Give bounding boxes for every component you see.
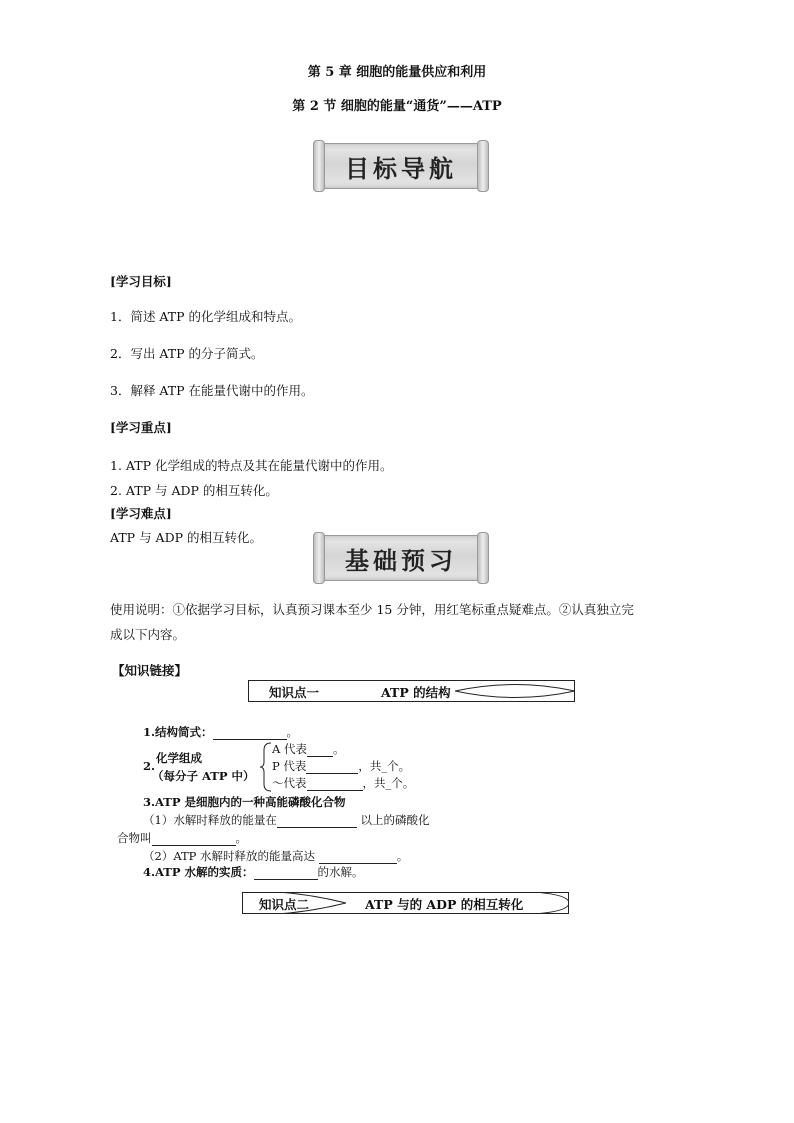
kp1-q2-a-blank[interactable] <box>307 744 333 757</box>
banner-learning-goals <box>318 143 484 189</box>
kp1-q4-prefix: 4.ATP 水解的实质： <box>143 865 254 879</box>
kp1-q2-t-prefix: ～代表 <box>272 776 307 790</box>
kp1-q3-2-prefix: （2）ATP 水解时释放的能量高达 <box>143 849 316 863</box>
kp1-q3-2 <box>143 848 408 864</box>
banner-basic-preview-text: 基础预习 <box>345 545 457 575</box>
kp1-q3-1-line2-blank[interactable] <box>152 833 236 846</box>
kp1-q4 <box>143 864 364 880</box>
kp1-q2-t <box>272 775 414 791</box>
kp1-q2-brace <box>260 742 272 792</box>
kp1-q4-suffix: 的水解。 <box>317 865 364 879</box>
difficult-point-text: ATP 与 ADP 的相互转化。 <box>110 530 262 545</box>
knowledge-point-1-box <box>248 680 575 702</box>
knowledge-point-2-arc <box>242 892 346 914</box>
kp1-q2-p <box>272 758 410 774</box>
knowledge-link-heading: 【知识链接】 <box>112 663 188 678</box>
kp1-q3-2-blank[interactable] <box>319 851 397 864</box>
kp1-q3-1-suffix: 以上的磷酸化 <box>360 813 430 827</box>
learning-goals-heading: [学习目标] <box>110 274 172 289</box>
kp1-q1-suffix: 。 <box>286 725 299 739</box>
kp1-q2-p-blank[interactable] <box>306 761 358 774</box>
kp1-q3-1-prefix: （1）水解时释放的能量在 <box>143 813 277 827</box>
kp1-q3-1-line2-prefix: 合物叫 <box>117 831 152 845</box>
kp1-q1-blank[interactable] <box>213 727 287 740</box>
kp1-q2-p-prefix: P 代表 <box>272 759 307 773</box>
kp1-q2-num: 2. <box>143 759 156 773</box>
kp1-q4-blank[interactable] <box>254 867 318 880</box>
kp1-q3-1-line2-suffix: 。 <box>235 831 247 845</box>
kp1-q1-prefix: 1.结构简式： <box>143 725 213 739</box>
kp1-q3-2-suffix: 。 <box>396 849 409 863</box>
kp1-q1 <box>143 724 298 740</box>
instructions-line2: 成以下内容。 <box>110 627 186 642</box>
chapter-title: 第 5 章 细胞的能量供应和利用 <box>307 65 487 80</box>
banner-learning-goals-text: 目标导航 <box>345 153 457 183</box>
kp1-q2-a-suffix: 。 <box>332 742 345 756</box>
banner-basic-preview <box>318 535 484 581</box>
knowledge-point-1-arc <box>455 680 575 702</box>
kp1-q3-1 <box>143 812 429 828</box>
kp1-q2-label1: 化学组成 <box>156 751 202 765</box>
learning-goal-item: 1．简述 ATP 的化学组成和特点。 <box>110 309 301 324</box>
key-point-item: 2. ATP 与 ADP 的相互转化。 <box>110 483 278 498</box>
kp1-q2-a <box>272 741 344 757</box>
section-title: 第 2 节 细胞的能量“通货”——ATP <box>292 99 502 114</box>
kp1-q3: 3.ATP 是细胞内的一种高能磷酸化合物 <box>143 795 346 809</box>
kp1-q3-1-blank[interactable] <box>277 815 357 828</box>
knowledge-point-2-title: ATP 与的 ADP 的相互转化 <box>365 897 524 912</box>
instructions-line1: 使用说明：①依据学习目标，认真预习课本至少 15 分钟，用红笔标重点疑难点。②认真独立完 <box>110 602 634 617</box>
difficult-points-heading: [学习难点] <box>110 506 172 521</box>
kp1-q2-label2: （每分子 ATP 中） <box>152 769 255 783</box>
knowledge-point-1-label: 知识点一 <box>269 685 320 700</box>
kp1-q2-t-mid: ，共_个。 <box>362 776 415 790</box>
kp1-q2-a-prefix: A 代表 <box>272 742 307 756</box>
kp1-q3-1-line2 <box>117 830 247 846</box>
knowledge-point-2-box <box>242 892 569 914</box>
learning-goal-item: 3．解释 ATP 在能量代谢中的作用。 <box>110 383 314 398</box>
knowledge-point-2-label: 知识点二 <box>259 897 310 912</box>
kp1-q2-t-blank[interactable] <box>307 778 363 791</box>
key-point-item: 1. ATP 化学组成的特点及其在能量代谢中的作用。 <box>110 458 393 473</box>
kp1-q2-p-mid: ，共_个。 <box>358 759 411 773</box>
learning-goal-item: 2．写出 ATP 的分子简式。 <box>110 346 264 361</box>
key-points-heading: [学习重点] <box>110 420 172 435</box>
knowledge-point-1-title: ATP 的结构 <box>381 685 451 700</box>
